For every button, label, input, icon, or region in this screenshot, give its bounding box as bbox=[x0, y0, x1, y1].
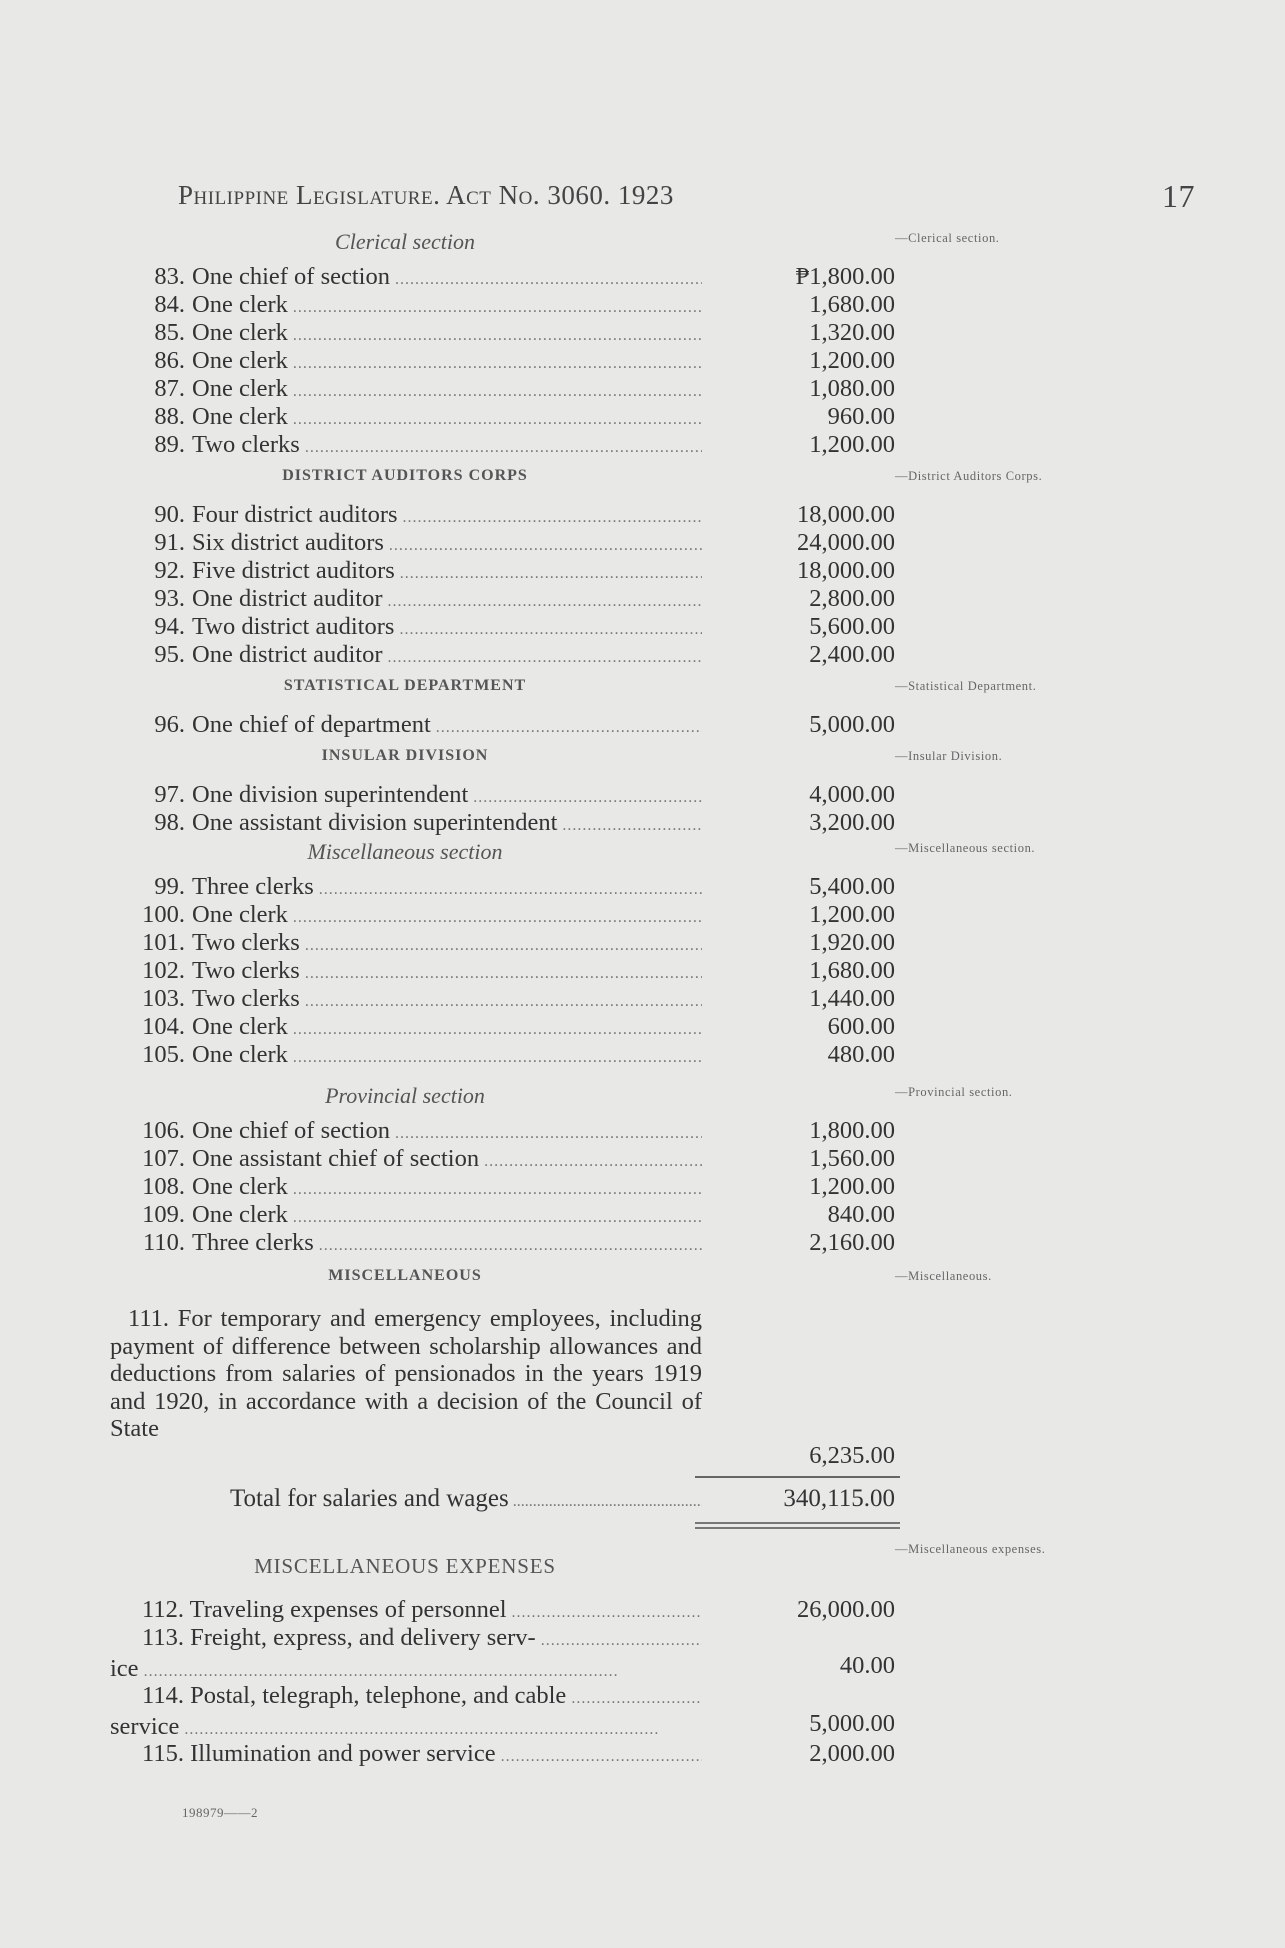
item-number: 89. bbox=[154, 431, 185, 458]
item-description: Two clerks ..... bbox=[192, 985, 702, 1016]
item-amount: ₱1,800.00 bbox=[795, 263, 895, 290]
expense-description: 115. Illumination and power service ..... bbox=[110, 1740, 702, 1771]
item-amount: 18,000.00 bbox=[797, 557, 895, 584]
item-number: 84. bbox=[154, 291, 185, 318]
expense-description: 112. Traveling expenses of personnel ..... bbox=[110, 1596, 702, 1627]
double-rule bbox=[695, 1522, 900, 1529]
total-amount: 340,115.00 bbox=[783, 1485, 895, 1512]
margin-note: —Statistical Department. bbox=[895, 679, 1037, 693]
section-heading: Provincial section bbox=[325, 1083, 485, 1108]
item-amount: 2,400.00 bbox=[809, 641, 895, 668]
running-header: Philippine Legislature. Act No. 3060. 1923 bbox=[178, 180, 674, 210]
item-number: 86. bbox=[154, 347, 185, 374]
item-amount: 1,920.00 bbox=[809, 929, 895, 956]
item-number: 95. bbox=[154, 641, 185, 668]
item-amount: 4,000.00 bbox=[809, 781, 895, 808]
margin-note: —Provincial section. bbox=[895, 1085, 1013, 1099]
item-description: Five district auditors ..... bbox=[192, 557, 702, 588]
item-amount: 5,000.00 bbox=[809, 711, 895, 738]
item-number: 97. bbox=[154, 781, 185, 808]
section-heading: MISCELLANEOUS EXPENSES bbox=[254, 1554, 556, 1578]
section-heading: MISCELLANEOUS bbox=[328, 1267, 482, 1284]
item-number: 88. bbox=[154, 403, 185, 430]
sum-rule bbox=[695, 1476, 900, 1478]
item-number: 104. bbox=[142, 1013, 185, 1040]
item-number: 101. bbox=[142, 929, 185, 956]
item-amount: 24,000.00 bbox=[797, 529, 895, 556]
item-number: 105. bbox=[142, 1041, 185, 1068]
margin-note: —Miscellaneous section. bbox=[895, 841, 1036, 855]
item-description: One clerk ..... bbox=[192, 1173, 702, 1204]
item-amount: 1,440.00 bbox=[809, 985, 895, 1012]
item-description: One clerk ..... bbox=[192, 291, 702, 322]
page-number: 17 bbox=[1162, 178, 1195, 214]
item-description: One clerk ..... bbox=[192, 375, 702, 406]
expense-item bbox=[110, 1596, 702, 1627]
item-amount: 1,560.00 bbox=[809, 1145, 895, 1172]
item-description: One clerk ..... bbox=[192, 901, 702, 932]
item-amount: 5,400.00 bbox=[809, 873, 895, 900]
item-amount: 480.00 bbox=[827, 1041, 895, 1068]
item-description: One chief of department ..... bbox=[192, 711, 702, 742]
item-amount: 26,000.00 bbox=[797, 1596, 895, 1623]
margin-note: —Miscellaneous. bbox=[895, 1269, 992, 1283]
item-description: One chief of section ..... bbox=[192, 1117, 702, 1148]
expense-item bbox=[110, 1740, 702, 1771]
item-description: One clerk ..... bbox=[192, 1041, 702, 1072]
section-heading: DISTRICT AUDITORS CORPS bbox=[282, 467, 528, 484]
item-description: Three clerks ..... bbox=[192, 1229, 702, 1260]
item-description: One district auditor ..... bbox=[192, 585, 702, 616]
item-description: One clerk ..... bbox=[192, 1013, 702, 1044]
item-amount: 1,680.00 bbox=[809, 957, 895, 984]
item-number: 103. bbox=[142, 985, 185, 1012]
item-description: Four district auditors ..... bbox=[192, 501, 702, 532]
item-number: 91. bbox=[154, 529, 185, 556]
expense-item bbox=[110, 1624, 702, 1686]
item-amount: 1,080.00 bbox=[809, 375, 895, 402]
expense-description-cont: ice ..... bbox=[110, 1655, 702, 1686]
section-heading: STATISTICAL DEPARTMENT bbox=[283, 677, 527, 694]
item-amount: 40.00 bbox=[839, 1652, 895, 1679]
item-description: One clerk ..... bbox=[192, 347, 702, 378]
item-amount: 1,200.00 bbox=[809, 347, 895, 374]
margin-note: —Insular Division. bbox=[895, 749, 1003, 763]
item-number: 93. bbox=[154, 585, 185, 612]
item-description: Six district auditors ..... bbox=[192, 529, 702, 560]
section-heading: Clerical section bbox=[335, 229, 475, 254]
item-amount: 1,800.00 bbox=[809, 1117, 895, 1144]
item-number: 100. bbox=[142, 901, 185, 928]
item-amount: 3,200.00 bbox=[809, 809, 895, 836]
printer-signature: 198979——2 bbox=[182, 1805, 258, 1820]
item-description: One clerk ..... bbox=[192, 1201, 702, 1232]
item-amount: 600.00 bbox=[827, 1013, 895, 1040]
total-label: Total for salaries and wages ..... bbox=[230, 1484, 702, 1517]
item-number: 92. bbox=[154, 557, 185, 584]
expense-description: 113. Freight, express, and delivery serv- ..... bbox=[110, 1624, 702, 1655]
item-description: One assistant chief of section ..... bbox=[192, 1145, 702, 1176]
expense-description: 114. Postal, telegraph, telephone, and cable ..... bbox=[110, 1682, 702, 1713]
item-number: 108. bbox=[142, 1173, 185, 1200]
item-number: 83. bbox=[154, 263, 185, 290]
item-description: One division superintendent ..... bbox=[192, 781, 702, 812]
item-number: 107. bbox=[142, 1145, 185, 1172]
item-amount: 960.00 bbox=[827, 403, 895, 430]
item-amount: 1,200.00 bbox=[809, 431, 895, 458]
item-number: 99. bbox=[154, 873, 185, 900]
item-description: Two clerks ..... bbox=[192, 957, 702, 988]
item-amount: 2,800.00 bbox=[809, 585, 895, 612]
item-amount: 2,000.00 bbox=[809, 1740, 895, 1767]
item-description: One district auditor ..... bbox=[192, 641, 702, 672]
item-amount: 840.00 bbox=[827, 1201, 895, 1228]
item-number: 98. bbox=[154, 809, 185, 836]
item-amount: 18,000.00 bbox=[797, 501, 895, 528]
item-description: Two district auditors ..... bbox=[192, 613, 702, 644]
item-amount: 6,235.00 bbox=[809, 1442, 895, 1469]
item-amount: 1,680.00 bbox=[809, 291, 895, 318]
item-amount: 5,000.00 bbox=[809, 1710, 895, 1737]
item-description: One clerk ..... bbox=[192, 403, 702, 434]
item-number: 102. bbox=[142, 957, 185, 984]
item-number: 90. bbox=[154, 501, 185, 528]
item-amount: 1,200.00 bbox=[809, 1173, 895, 1200]
item-number: 106. bbox=[142, 1117, 185, 1144]
item-number: 109. bbox=[142, 1201, 185, 1228]
expense-item bbox=[110, 1682, 702, 1744]
margin-note: —Miscellaneous expenses. bbox=[895, 1542, 1046, 1556]
item-number: 87. bbox=[154, 375, 185, 402]
item-amount: 1,200.00 bbox=[809, 901, 895, 928]
section-heading: INSULAR DIVISION bbox=[321, 747, 489, 764]
item-description: Three clerks ..... bbox=[192, 873, 702, 904]
item-description: Two clerks ..... bbox=[192, 431, 702, 462]
item-number: 96. bbox=[154, 711, 185, 738]
item-number: 94. bbox=[154, 613, 185, 640]
item-description: One clerk ..... bbox=[192, 319, 702, 350]
item-number: 85. bbox=[154, 319, 185, 346]
margin-note: —District Auditors Corps. bbox=[895, 469, 1043, 483]
item-amount: 2,160.00 bbox=[809, 1229, 895, 1256]
item-amount: 5,600.00 bbox=[809, 613, 895, 640]
item-111-text: 111. For temporary and emergency employees, including payment of difference between scholarship allowances and deductions from salaries of pensionados in the years 1919 and 1920, in accordance with a decision of the Council of State bbox=[110, 1305, 702, 1442]
expense-description-cont: service ..... bbox=[110, 1713, 702, 1744]
item-description: One assistant division superintendent ..... bbox=[192, 809, 702, 840]
item-number: 110. bbox=[143, 1229, 185, 1256]
section-heading: Miscellaneous section bbox=[307, 839, 503, 864]
item-description: One chief of section ..... bbox=[192, 263, 702, 294]
margin-note: —Clerical section. bbox=[895, 231, 1000, 245]
item-amount: 1,320.00 bbox=[809, 319, 895, 346]
item-description: Two clerks ..... bbox=[192, 929, 702, 960]
